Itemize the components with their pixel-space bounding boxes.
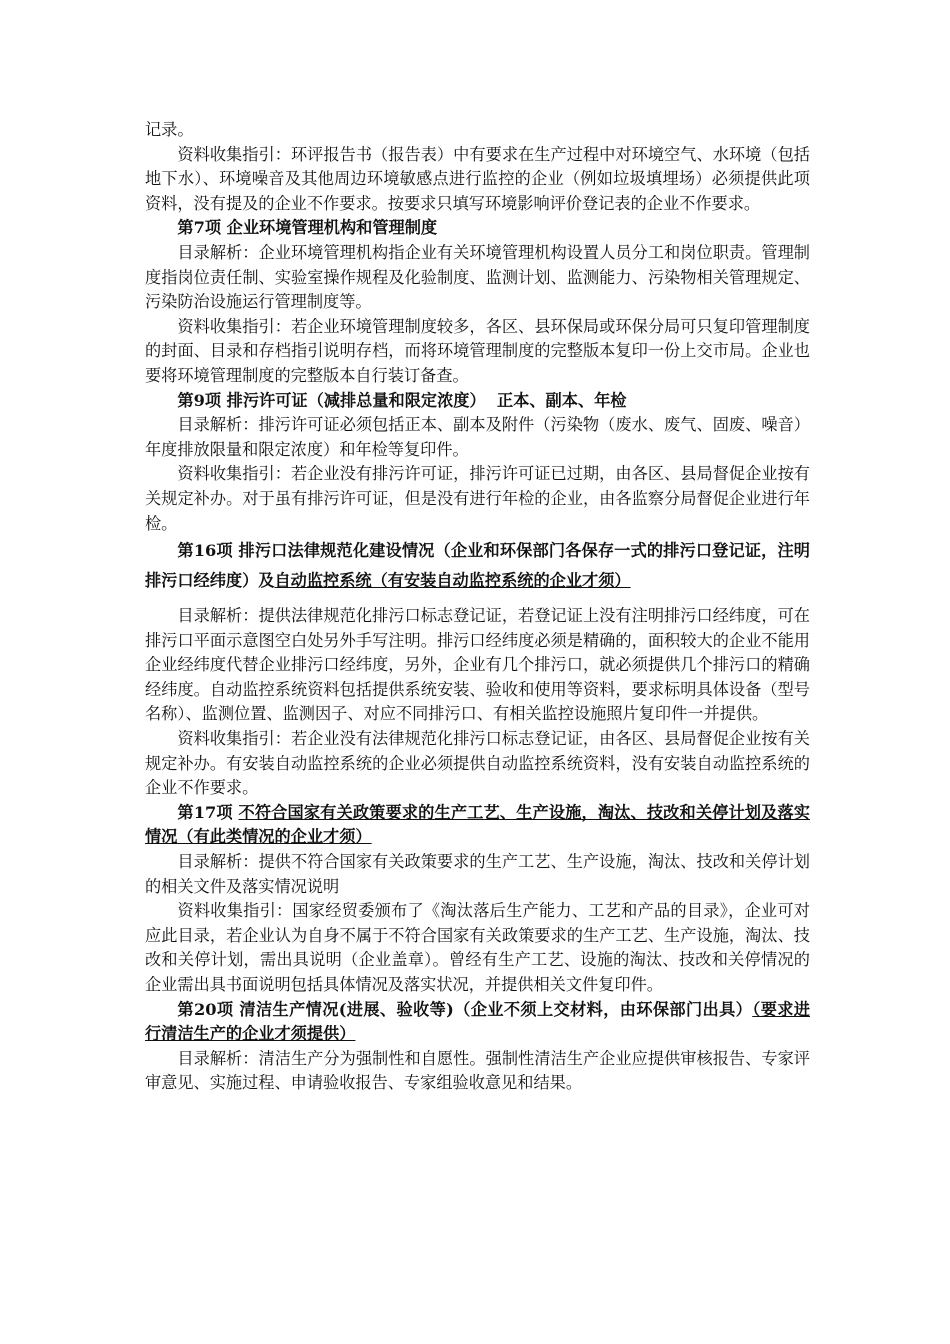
- paragraph: 资料收集指引：国家经贸委颁布了《淘汰落后生产能力、工艺和产品的目录》，企业可对应此目录，若企业认为自身不属于不符合国家有关政策要求的生产工艺、生产设施，淘汰、技改和关停计划，需出具说明（企业盖章）。曾经有生产工艺、设施的淘汰、技改和关停情况的企业需出具书面说明包括具体情况及落实状况，并提供相关文件复印件。: [145, 901, 810, 994]
- section-heading-7: [145, 216, 810, 241]
- section-title: 排污口法律规范化建设情况（企业和环保部门各保存一式的排污口登记证，注明排污口经纬度）及: [145, 541, 810, 591]
- section-title-underlined: 自动监控系统（有安装自动监控系统的企业才须）: [274, 571, 631, 591]
- section-number: 第20项: [177, 999, 240, 1019]
- paragraph: 目录解析：企业环境管理机构指企业有关环境管理机构设置人员分工和岗位职责。管理制度指岗位责任制、实验室操作规程及化验制度、监测计划、监测能力、污染物相关管理规定、污染防治设施运行管理制度等。: [145, 242, 810, 312]
- paragraph: 资料收集指引：若企业没有法律规范化排污口标志登记证，由各区、县局督促企业按有关规定补办。有安装自动监控系统的企业必须提供自动监控系统资料，没有安装自动监控系统的企业不作要求。: [145, 729, 810, 798]
- document-body: [145, 118, 810, 1096]
- section-title: 企业环境管理机构和管理制度: [226, 218, 438, 238]
- section-title-underlined: （要求进行清洁生产的企业才须提供）: [145, 999, 810, 1044]
- section-number: 第17项: [177, 802, 239, 822]
- section-number: 第16项: [177, 541, 239, 561]
- paragraph: 目录解析：排污许可证必须包括正本、副本及附件（污染物（废水、废气、固废、噪音）年度排放限量和限定浓度）和年检等复印件。: [145, 415, 810, 459]
- paragraph: 资料收集指引：若企业没有排污许可证，排污许可证已过期，由各区、县局督促企业按有关规定补办。对于虽有排污许可证，但是没有进行年检的企业，由各监察分局督促企业进行年检。: [145, 464, 810, 533]
- section-title: 排污许可证（减排总量和限定浓度） 正本、副本、年检: [226, 390, 627, 410]
- section-title-underlined: 不符合国家有关政策要求的生产工艺、生产设施，淘汰、技改和关停计划及落实情况（有此类情况的企业才须）: [145, 802, 810, 847]
- section-heading-9: [145, 389, 810, 414]
- paragraph: 目录解析：提供不符合国家有关政策要求的生产工艺、生产设施，淘汰、技改和关停计划的相关文件及落实情况说明: [145, 852, 810, 896]
- paragraph: 目录解析：清洁生产分为强制性和自愿性。强制性清洁生产企业应提供审核报告、专家评审意见、实施过程、申请验收报告、专家组验收意见和结果。: [145, 1048, 810, 1093]
- paragraph: 资料收集指引：若企业环境管理制度较多，各区、县环保局或环保分局可只复印管理制度的封面、目录和存档指引说明存档，而将环境管理制度的完整版本复印一份上交市局。企业也要将环境管理制度的完整版本自行装订备查。: [145, 316, 810, 385]
- paragraph: 目录解析：提供法律规范化排污口标志登记证，若登记证上没有注明排污口经纬度，可在排污口平面示意图空白处另外手写注明。排污口经纬度必须是精确的，面积较大的企业不能用企业经纬度代替企业排污口经纬度，另外，企业有几个排污口，就必须提供几个排污口的精确经纬度。自动监控系统资料包括提供系统安装、验收和使用等资料，要求标明具体设备（型号名称）、监测位置、监测因子、对应不同排污口、有相关监控设施照片复印件一并提供。: [145, 606, 810, 724]
- section-heading-20: [145, 998, 810, 1047]
- section-heading-17: [145, 801, 810, 850]
- section-heading-16: [145, 536, 810, 596]
- section-title: 清洁生产情况(进展、验收等)（企业不须上交材料，由环保部门出具）: [239, 999, 753, 1019]
- section-number: 第7项: [177, 218, 227, 238]
- paragraph: 资料收集指引：环评报告书（报告表）中有要求在生产过程中对环境空气、水环境（包括地下水）、环境噪音及其他周边环境敏感点进行监控的企业（例如垃圾填埋场）必须提供此项资料，没有提及的企业不作要求。按要求只填写环境影响评价登记表的企业不作要求。: [145, 144, 810, 213]
- section-number: 第9项: [177, 390, 227, 410]
- paragraph: 记录。: [145, 120, 194, 139]
